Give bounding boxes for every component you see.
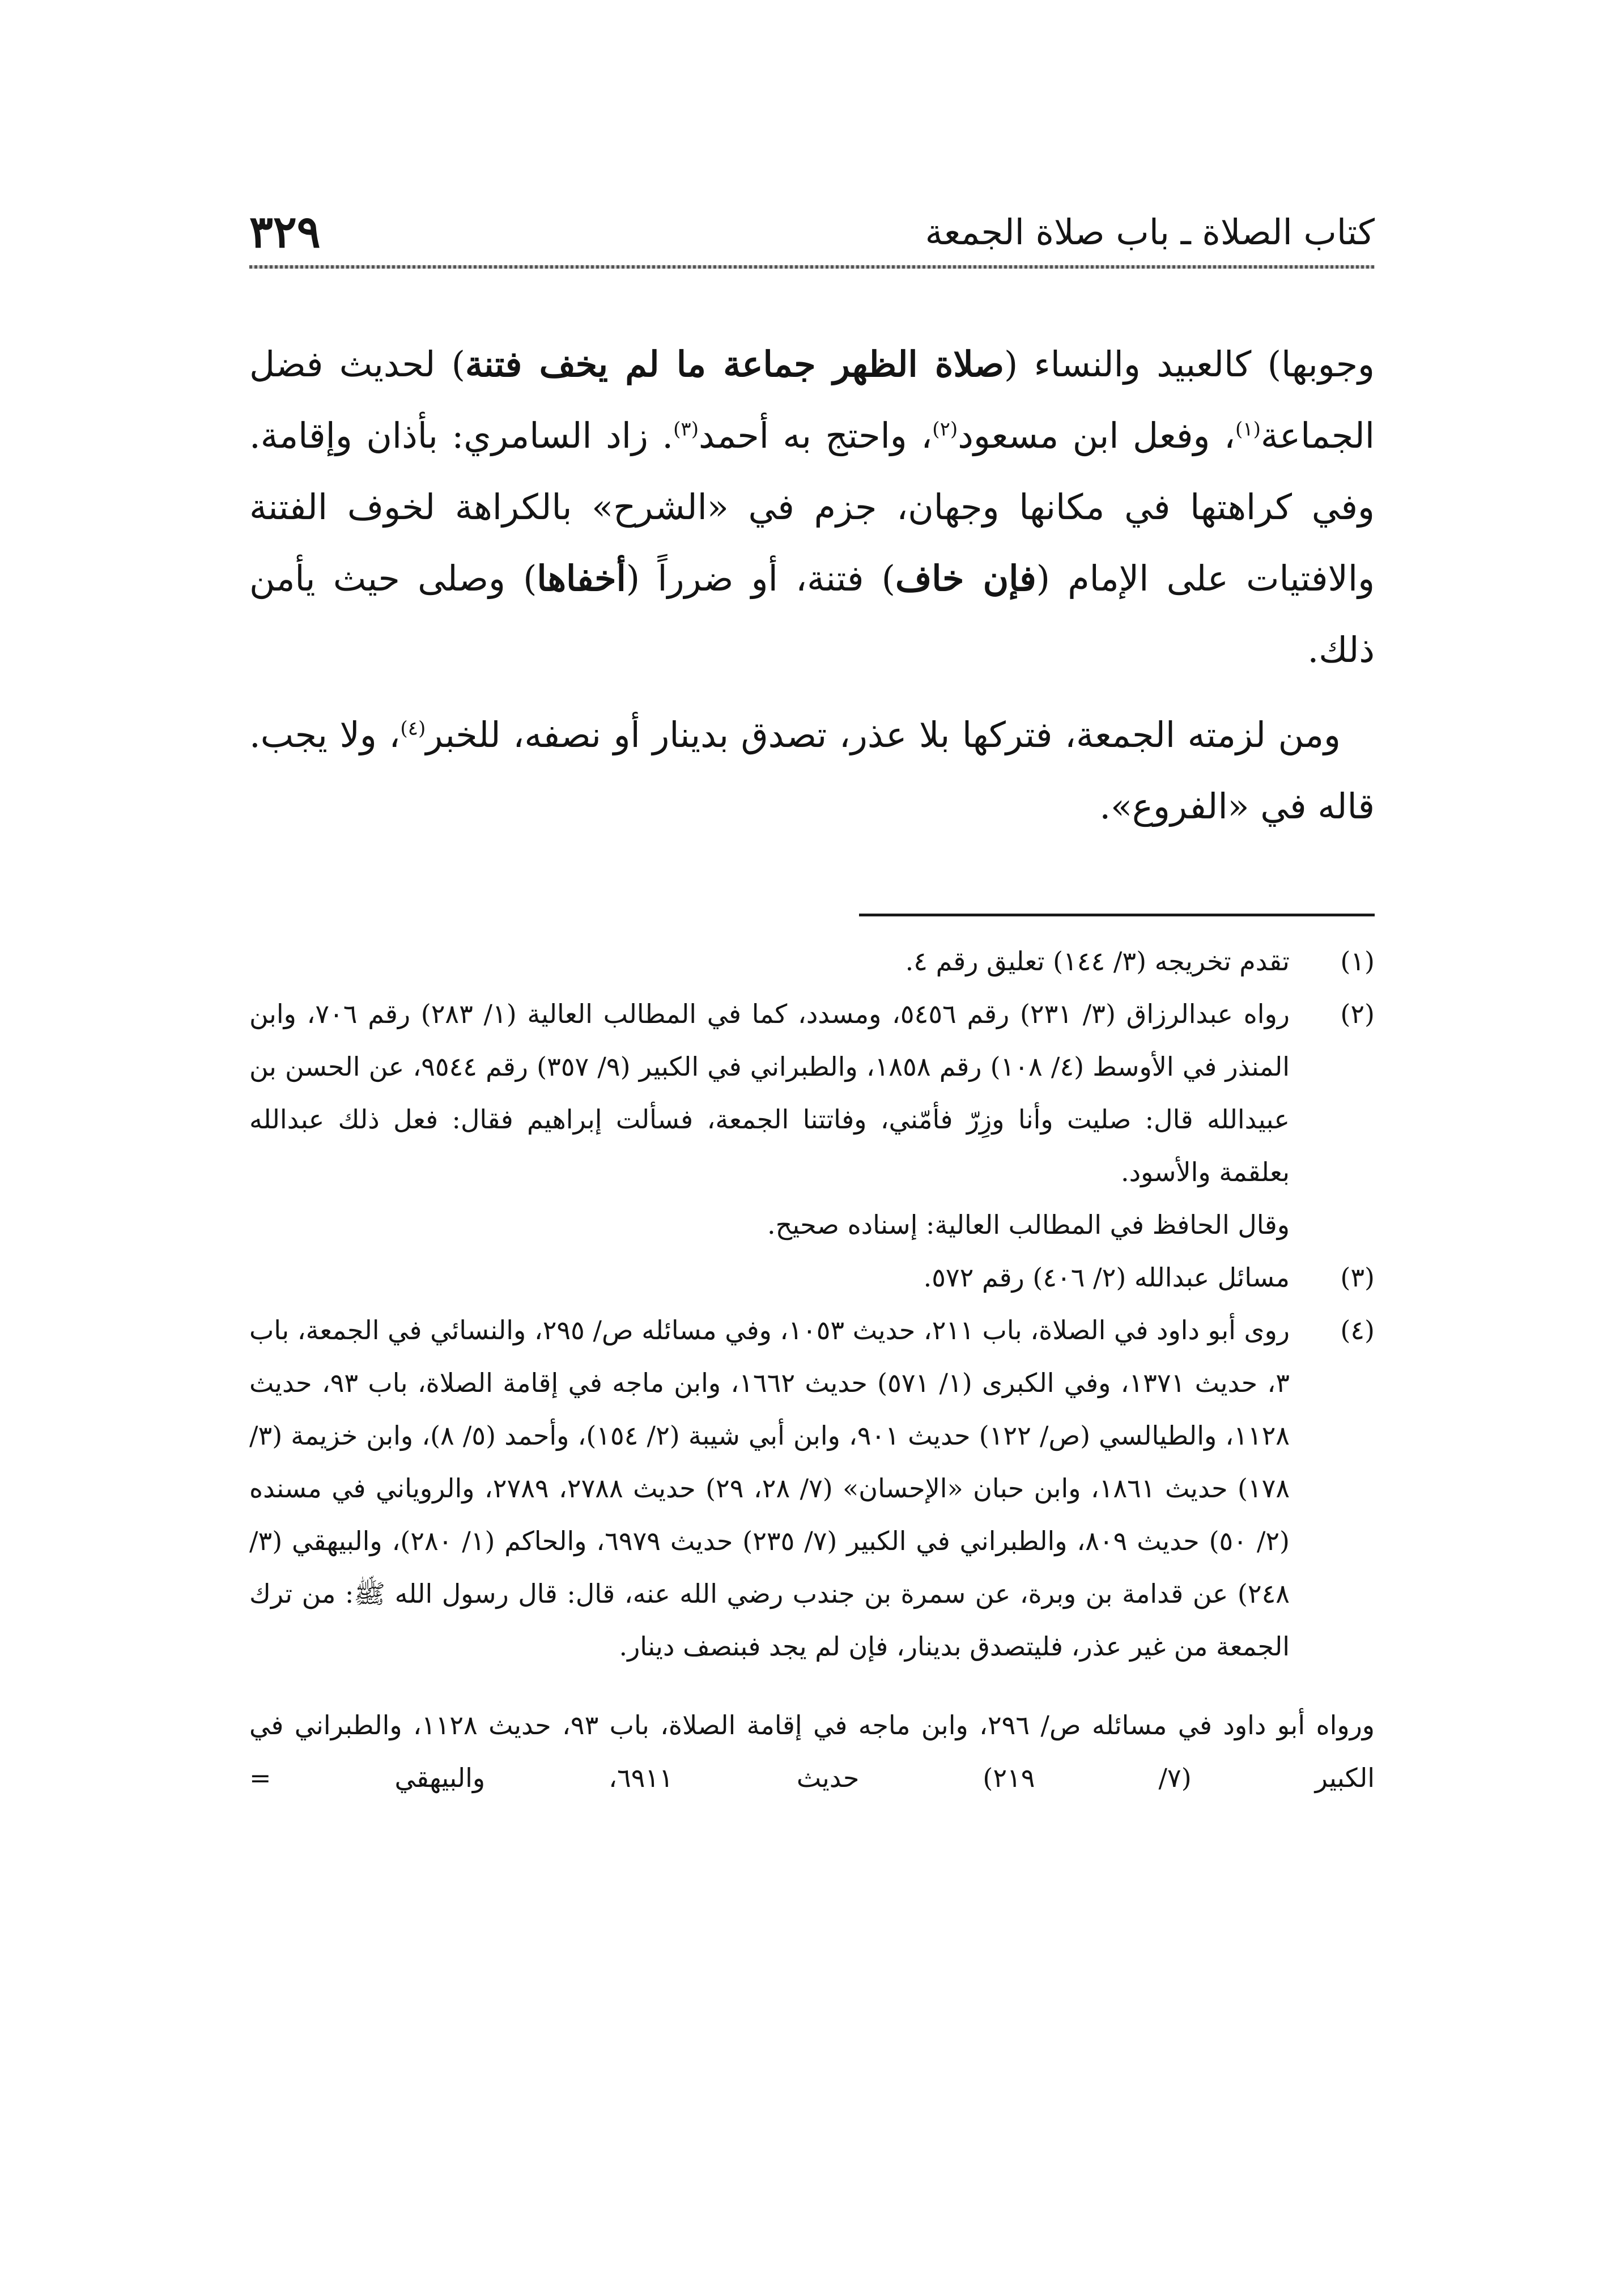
paragraph-2 — [249, 699, 1375, 842]
footnote-ref-3[interactable]: (٣) — [673, 418, 699, 441]
footnote-1 — [249, 935, 1375, 988]
text-run: ، ولا يجب. قاله في «الفروع». — [249, 714, 1375, 827]
footnote-3 — [249, 1251, 1375, 1304]
running-title: كتاب الصلاة ـ باب صلاة الجمعة — [925, 211, 1375, 253]
text-run: ، وفعل ابن مسعود — [958, 415, 1235, 456]
paragraph-1 — [249, 329, 1375, 686]
footnote-number: (٣) — [1340, 1262, 1375, 1293]
bold-phrase: صلاة الظهر جماعة ما لم يخف فتنة — [465, 343, 1005, 385]
footnote-number: (٢) — [1340, 999, 1375, 1029]
footnote-4 — [249, 1304, 1375, 1673]
text-run: ) لحديث فضل الجماعة — [249, 343, 1375, 456]
page-header — [249, 204, 1375, 261]
footnote-text: مسائل عبدالله (٢/ ٤٠٦) رقم ٥٧٢. — [923, 1262, 1290, 1293]
text-run: ، واحتج به أحمد — [699, 415, 933, 456]
footnote-text: رواه عبدالرزاق (٣/ ٢٣١) رقم ٥٤٥٦، ومسدد، كما في المطالب العالية (١/ ٢٨٣) رقم ٧٠٦، وابن المنذر في الأوسط (٤/ ١٠٨) رقم ١٨٥٨، والطبراني في الكبير (٩/ ٣٥٧) رقم ٩٥٤٤، عن الحسن بن عبيدالله قال: صليت وأنا وزِرّ فأمّني، وفاتتنا الجمعة، فسألت إبراهيم فقال: فعل ذلك عبدالله بعلقمة والأسود. — [249, 999, 1290, 1187]
main-text — [249, 329, 1375, 856]
footnote-2 — [249, 988, 1375, 1251]
text-run: ) وصلى حيث يأمن ذلك. — [249, 558, 1375, 670]
footnote-number: (٤) — [1340, 1315, 1375, 1345]
footnote-ref-1[interactable]: (١) — [1235, 418, 1261, 441]
text-run: وجوبها) كالعبيد والنساء ( — [1004, 343, 1375, 385]
footnote-text: وقال الحافظ في المطالب العالية: إسناده صحيح. — [767, 1209, 1290, 1240]
header-divider — [249, 265, 1375, 269]
footnote-continuation: ورواه أبو داود في مسائله ص/ ٢٩٦، وابن ماجه في إقامة الصلاة، باب ٩٣، حديث ١١٢٨، والطبراني في الكبير (٧/ ٢١٩) حديث ٦٩١١، والبيهقي = — [249, 1710, 1375, 1793]
footnote-text: روى أبو داود في الصلاة، باب ٢١١، حديث ١٠٥٣، وفي مسائله ص/ ٢٩٥، والنسائي في الجمعة، باب ٣، حديث ١٣٧١، وفي الكبرى (١/ ٥٧١) حديث ١٦٦٢، وابن ماجه في إقامة الصلاة، باب ٩٣، حديث ١١٢٨، والطيالسي (ص/ ١٢٢) حديث ٩٠١، وابن أبي شيبة (٢/ ١٥٤)، وأحمد (٥/ ٨)، وابن خزيمة (٣/ ١٧٨) حديث ١٨٦١، وابن حبان «الإحسان» (٧/ ٢٨، ٢٩) حديث ٢٧٨٨، ٢٧٨٩، والروياني في مسنده (٢/ ٥٠) حديث ٨٠٩، والطبراني في الكبير (٧/ ٢٣٥) حديث ٦٩٧٩، والحاكم (١/ ٢٨٠)، والبيهقي (٣/ ٢٤٨) عن قدامة بن وبرة، عن سمرة بن جندب رضي الله عنه، قال: قال رسول الله ﷺ: من ترك الجمعة من غير عذر، فليتصدق بدينار، فإن لم يجد فبنصف دينار. — [249, 1315, 1290, 1662]
footnote-text: تقدم تخريجه (٣/ ١٤٤) تعليق رقم ٤. — [905, 946, 1290, 976]
text-run: ) فتنة، أو ضرراً ( — [626, 558, 895, 599]
footnote-divider — [859, 914, 1375, 916]
footnote-ref-2[interactable]: (٢) — [932, 418, 958, 441]
footnote-number: (١) — [1340, 946, 1375, 976]
bold-phrase: أخفاها — [537, 558, 626, 599]
footnote-ref-4[interactable]: (٤) — [400, 717, 426, 740]
footnotes — [249, 935, 1375, 1831]
bold-phrase: فإن خاف — [895, 558, 1036, 599]
text-run: ومن لزمته الجمعة، فتركها بلا عذر، تصدق بدينار أو نصفه، للخبر — [426, 714, 1341, 755]
page-number: ٣٢٩ — [249, 206, 321, 258]
text-run: . زاد السامري: بأذان وإقامة. وفي كراهتها في مكانها وجهان، جزم في «الشرح» بالكراهة لخوف الفتنة والافتيات على الإمام ( — [249, 415, 1375, 599]
